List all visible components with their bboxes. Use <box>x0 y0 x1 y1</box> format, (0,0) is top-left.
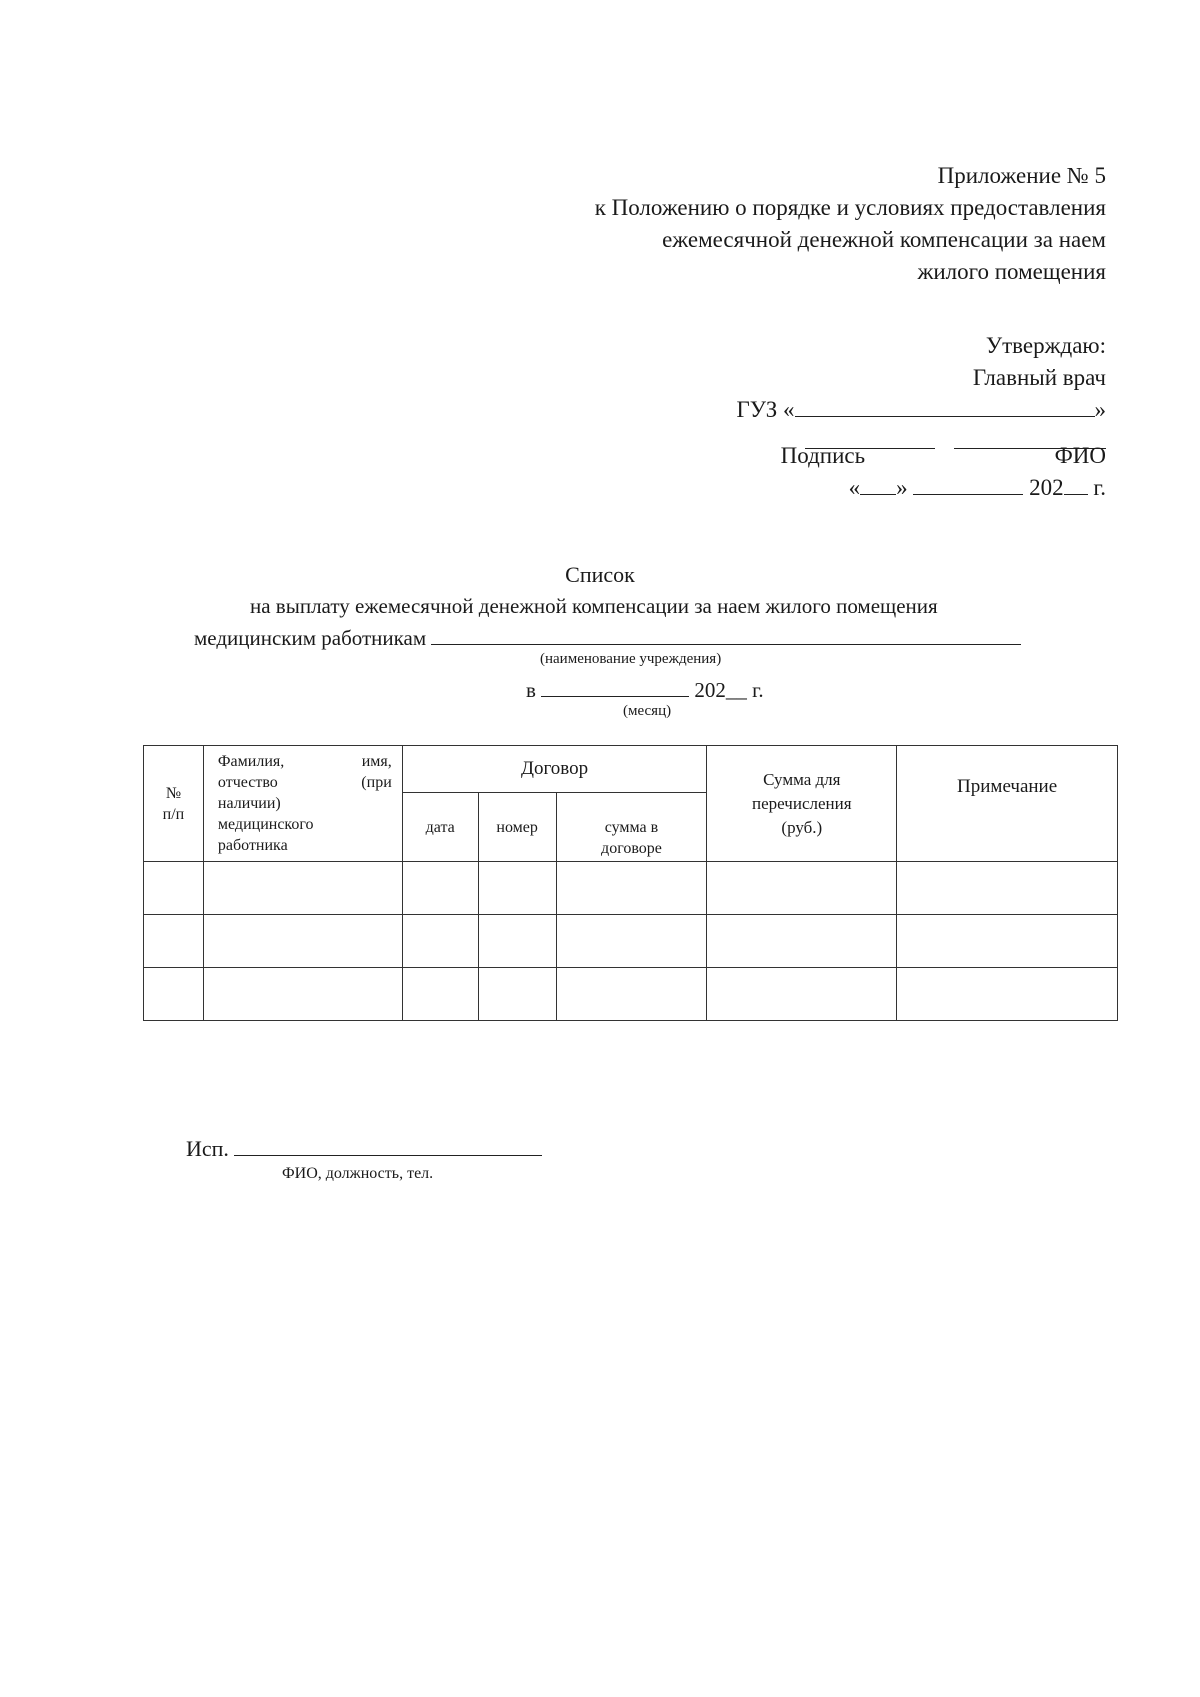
month-prefix: в <box>526 678 536 702</box>
recipients-label: медицинским работникам <box>194 626 427 650</box>
institution-blank[interactable] <box>431 622 1021 645</box>
report-year: 202__ г. <box>694 678 764 702</box>
name-header-word: наличии) <box>217 795 281 812</box>
table-cell[interactable] <box>144 915 204 968</box>
approval-block <box>736 330 1106 504</box>
executor-label: Исп. <box>186 1136 229 1161</box>
table-cell[interactable] <box>707 915 897 968</box>
table-cell[interactable] <box>556 968 707 1021</box>
table-cell[interactable] <box>402 862 478 915</box>
table-cell[interactable] <box>402 915 478 968</box>
table-cell[interactable] <box>478 862 556 915</box>
date-open-quote: « <box>848 475 861 500</box>
fio-label: ФИО <box>1054 443 1106 468</box>
table-row <box>144 968 1118 1021</box>
month-line <box>526 674 764 703</box>
col-contract-sum-header: сумма в договоре <box>556 793 707 862</box>
table-cell[interactable] <box>203 968 402 1021</box>
table-row <box>144 915 1118 968</box>
report-month-blank[interactable] <box>541 674 689 697</box>
table-cell[interactable] <box>402 968 478 1021</box>
table-cell[interactable] <box>556 915 707 968</box>
appendix-number: Приложение № 5 <box>937 163 1106 188</box>
executor-blank[interactable] <box>234 1133 542 1156</box>
month-blank[interactable] <box>913 474 1023 495</box>
table-cell[interactable] <box>707 968 897 1021</box>
organization-line <box>736 394 1106 426</box>
col-note-header: Примечание <box>897 746 1118 862</box>
list-title: Список <box>565 562 635 587</box>
col-contract-number-header: номер <box>478 793 556 862</box>
name-header-word: отчество <box>217 774 278 791</box>
org-suffix: » <box>1094 397 1106 422</box>
name-header-word: работника <box>217 837 288 854</box>
org-name-blank[interactable] <box>795 396 1095 417</box>
approval-date-line <box>736 472 1106 504</box>
date-close-quote: » <box>896 475 908 500</box>
table-cell[interactable] <box>203 915 402 968</box>
recipients-line <box>194 622 1021 651</box>
year-blank[interactable] <box>1064 474 1088 495</box>
year-prefix: 202 <box>1029 475 1064 500</box>
table-cell[interactable] <box>478 968 556 1021</box>
day-blank[interactable] <box>860 474 896 495</box>
year-suffix: г. <box>1093 475 1106 500</box>
signature-lines <box>736 426 1106 440</box>
signature-captions <box>736 440 1106 472</box>
table-cell[interactable] <box>144 862 204 915</box>
col-transfer-sum-header: Сумма для перечисления (руб.) <box>707 746 897 862</box>
org-prefix: ГУЗ « <box>736 397 795 422</box>
institution-caption: (наименование учреждения) <box>540 651 722 667</box>
col-contract-header: Договор <box>402 746 707 793</box>
approve-label: Утверждаю: <box>985 333 1106 358</box>
table-cell[interactable] <box>707 862 897 915</box>
name-header-word: медицинского <box>217 816 314 833</box>
table-cell[interactable] <box>556 862 707 915</box>
col-name-header <box>203 746 402 862</box>
name-header-word: имя, <box>361 753 392 770</box>
table-cell[interactable] <box>897 862 1118 915</box>
month-caption: (месяц) <box>623 703 672 719</box>
table-cell[interactable] <box>203 862 402 915</box>
name-header-word: (при <box>361 774 392 791</box>
appendix-ref-line2: ежемесячной денежной компенсации за наем <box>662 227 1106 252</box>
signature-label: Подпись <box>780 443 866 468</box>
table-cell[interactable] <box>478 915 556 968</box>
col-number-header: № п/п <box>144 746 204 862</box>
table-cell[interactable] <box>897 968 1118 1021</box>
table-cell[interactable] <box>144 968 204 1021</box>
list-subtitle: на выплату ежемесячной денежной компенсации за наем жилого помещения <box>250 594 938 618</box>
table-row <box>144 862 1118 915</box>
approver-position: Главный врач <box>972 365 1106 390</box>
appendix-header <box>595 160 1106 288</box>
appendix-ref-line1: к Положению о порядке и условиях предоставления <box>594 195 1106 220</box>
col-date-header: дата <box>402 793 478 862</box>
name-header-word: Фамилия, <box>217 753 285 770</box>
appendix-ref-line3: жилого помещения <box>917 259 1106 284</box>
table-header-row-1 <box>144 746 1118 793</box>
compensation-table <box>143 745 1118 1021</box>
executor-line <box>186 1133 542 1162</box>
table-cell[interactable] <box>897 915 1118 968</box>
executor-caption: ФИО, должность, тел. <box>282 1165 434 1182</box>
